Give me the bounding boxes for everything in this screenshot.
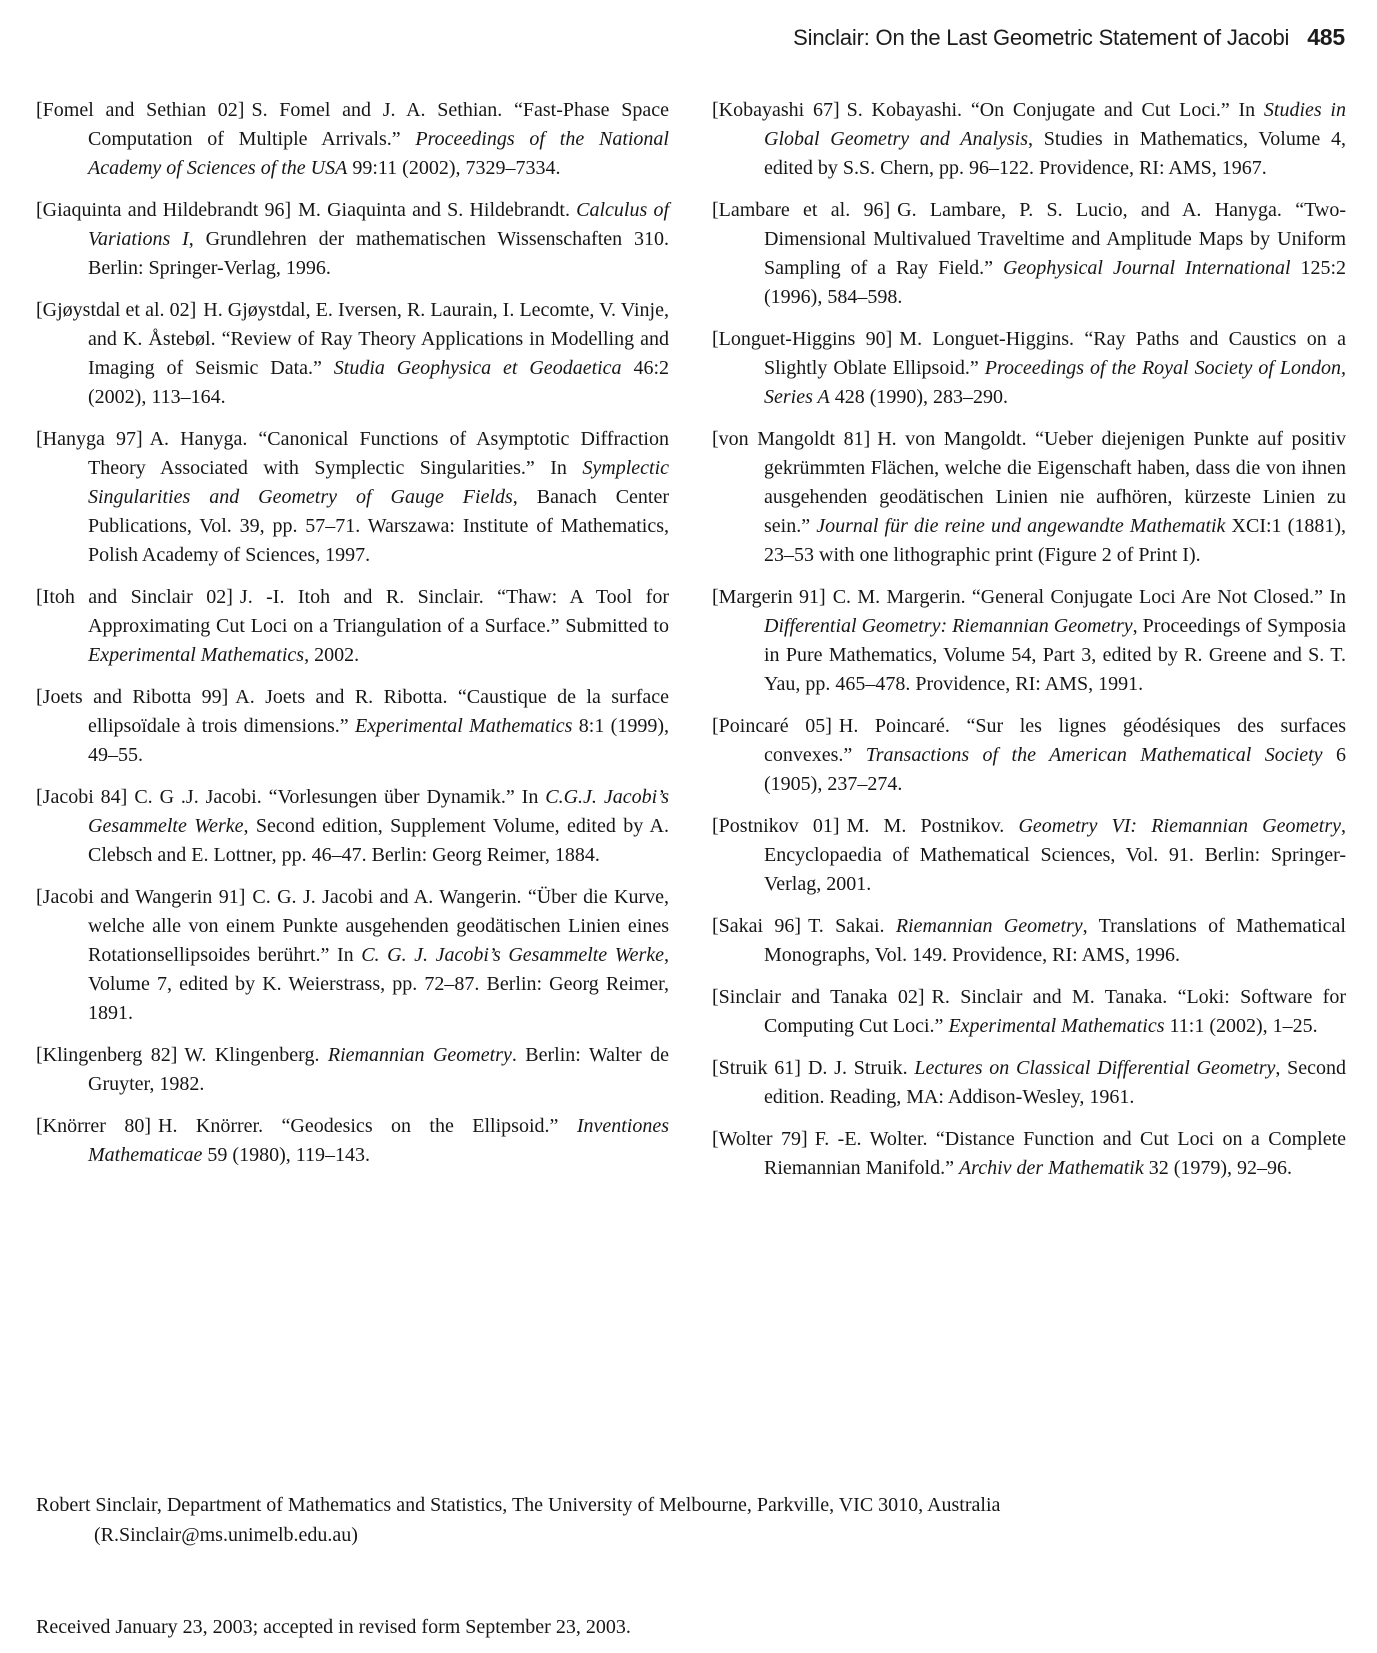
reference-entry: [712, 912, 1346, 970]
reference-italic-text: Proceedings of the National Academy of Sciences of the USA: [88, 128, 669, 179]
reference-entry: [712, 425, 1346, 570]
author-affiliation: [36, 1490, 1345, 1550]
reference-italic-text: Experimental Mathematics: [948, 1015, 1165, 1037]
reference-entry: [36, 296, 669, 412]
reference-text: , Second edition. Reading, MA: Addison-Wesley, 1961.: [764, 1057, 1347, 1108]
citation-label: [Sakai 96]: [712, 915, 802, 937]
reference-entry: [36, 196, 669, 283]
affiliation-text: Robert Sinclair, Department of Mathematics and Statistics, The University of Melbourne, Parkville, VIC 3010, Australia: [36, 1494, 1001, 1516]
citation-label: [Margerin 91]: [712, 586, 826, 608]
reference-italic-text: Archiv der Mathematik: [958, 1157, 1144, 1179]
reference-entry: [36, 783, 669, 870]
citation-label: [Postnikov 01]: [712, 815, 840, 837]
reference-text: 8:1 (1999), 49–55.: [88, 715, 669, 766]
reference-text: 11:1 (2002), 1–25.: [1164, 1015, 1318, 1037]
running-head: Sinclair: On the Last Geometric Statement of Jacobi: [793, 25, 1290, 50]
bibliography-column-right: [712, 96, 1346, 1196]
reference-text: G. Lambare, P. S. Lucio, and A. Hanyga. “Two-Dimensional Multivalued Traveltime and Amplitude Maps by Uniform Sampling of a Ray Field.”: [764, 199, 1346, 279]
reference-entry: [712, 812, 1346, 899]
reference-entry: [36, 1041, 669, 1099]
reference-entry: [712, 1054, 1346, 1112]
reference-italic-text: Geometry VI: Riemannian Geometry: [1018, 815, 1342, 837]
reference-italic-text: Calculus of Variations I: [88, 199, 669, 250]
reference-italic-text: Transactions of the American Mathematical Society: [865, 744, 1323, 766]
reference-text: F. -E. Wolter. “Distance Function and Cut Loci on a Complete Riemannian Manifold.”: [764, 1128, 1347, 1179]
reference-entry: [36, 583, 669, 670]
reference-italic-text: Geophysical Journal International: [1002, 257, 1291, 279]
citation-label: [Struik 61]: [712, 1057, 801, 1079]
reference-text: 125:2 (1996), 584–598.: [764, 257, 1346, 308]
citation-label: [Joets and Ribotta 99]: [36, 686, 229, 708]
reference-text: H. Gjøystdal, E. Iversen, R. Laurain, I. Lecomte, V. Vinje, and K. Åstebøl. “Review of Ray Theory Applications in Modelling and Imaging of Seismic Data.”: [88, 299, 669, 379]
reference-text: , Studies in Mathematics, Volume 4, edited by S.S. Chern, pp. 96–122. Providence, RI: AMS, 1967.: [764, 128, 1346, 179]
citation-label: [Wolter 79]: [712, 1128, 808, 1150]
reference-italic-text: C. G. J. Jacobi’s Gesammelte Werke: [361, 944, 664, 966]
reference-text: 46:2 (2002), 113–164.: [88, 357, 669, 408]
citation-label: [Hanyga 97]: [36, 428, 143, 450]
citation-label: [Sinclair and Tanaka 02]: [712, 986, 925, 1008]
reference-entry: [712, 583, 1346, 699]
reference-entry: [712, 1125, 1346, 1183]
reference-text: D. J. Struik.: [807, 1057, 915, 1079]
reference-text: A. Hanyga. “Canonical Functions of Asymptotic Diffraction Theory Associated with Symplectic Singularities.” In: [88, 428, 669, 479]
reference-italic-text: Proceedings of the Royal Society of London, Series A: [764, 357, 1347, 408]
reference-text: H. von Mangoldt. “Ueber diejenigen Punkte auf positiv gekrümmten Flächen, welche die Eigenschaft haben, dass die von ihnen ausgehenden geodätischen Linien nie aufhören, kürzeste Linien zu sein.”: [764, 428, 1346, 537]
reference-italic-text: Inventiones Mathematicae: [88, 1115, 669, 1166]
reference-italic-text: Studia Geophysica et Geodaetica: [333, 357, 622, 379]
reference-text: , Proceedings of Symposia in Pure Mathematics, Volume 54, Part 3, edited by R. Greene and S. T. Yau, pp. 465–478. Providence, RI: AMS, 1991.: [764, 615, 1347, 695]
citation-label: [Knörrer 80]: [36, 1115, 152, 1137]
reference-text: M. M. Postnikov.: [846, 815, 1019, 837]
reference-italic-text: Studies in Global Geometry and Analysis: [764, 99, 1346, 150]
author-email: (R.Sinclair@ms.unimelb.edu.au): [94, 1524, 358, 1546]
reference-italic-text: Symplectic Singularities and Geometry of Gauge Fields: [88, 457, 669, 508]
reference-text: , 2002.: [304, 644, 360, 666]
citation-label: [Klingenberg 82]: [36, 1044, 178, 1066]
reference-entry: [712, 712, 1346, 799]
reference-italic-text: C.G.J. Jacobi’s Gesammelte Werke: [88, 786, 669, 837]
citation-label: [Poincaré 05]: [712, 715, 832, 737]
reference-italic-text: Riemannian Geometry: [327, 1044, 512, 1066]
reference-text: W. Klingenberg.: [184, 1044, 328, 1066]
reference-text: 428 (1990), 283–290.: [829, 386, 1009, 408]
reference-text: S. Fomel and J. A. Sethian. “Fast-Phase Space Computation of Multiple Arrivals.”: [88, 99, 669, 150]
reference-entry: [712, 983, 1346, 1041]
reference-entry: [36, 683, 669, 770]
citation-label: [Gjøystdal et al. 02]: [36, 299, 197, 321]
reference-entry: [36, 96, 669, 183]
reference-italic-text: Differential Geometry: Riemannian Geometry: [764, 615, 1133, 637]
reference-text: R. Sinclair and M. Tanaka. “Loki: Software for Computing Cut Loci.”: [764, 986, 1346, 1037]
reference-text: C. G. J. Jacobi and A. Wangerin. “Über die Kurve, welche alle von einem Punkte ausgehenden geodätischen Linien eines Rotationsellipsoides berührt.” In: [88, 886, 669, 966]
reference-text: 6 (1905), 237–274.: [764, 744, 1347, 795]
reference-text: M. Giaquinta and S. Hildebrandt.: [298, 199, 577, 221]
reference-text: , Volume 7, edited by K. Weierstrass, pp. 72–87. Berlin: Georg Reimer, 1891.: [88, 944, 669, 1024]
reference-italic-text: Lectures on Classical Differential Geometry: [914, 1057, 1276, 1079]
reference-entry: [36, 425, 669, 570]
reference-italic-text: Experimental Mathematics: [355, 715, 573, 737]
reference-text: 99:11 (2002), 7329–7334.: [347, 157, 561, 179]
reference-text: S. Kobayashi. “On Conjugate and Cut Loci.” In: [846, 99, 1264, 121]
reference-text: A. Joets and R. Ribotta. “Caustique de la surface ellipsoïdale à trois dimensions.”: [88, 686, 669, 737]
citation-label: [Longuet-Higgins 90]: [712, 328, 893, 350]
reference-text: 32 (1979), 92–96.: [1143, 1157, 1293, 1179]
reference-entry: [36, 1112, 669, 1170]
reference-text: C. M. Margerin. “General Conjugate Loci Are Not Closed.” In: [832, 586, 1346, 608]
citation-label: [Fomel and Sethian 02]: [36, 99, 245, 121]
citation-label: [von Mangoldt 81]: [712, 428, 871, 450]
reference-text: , Grundlehren der mathematischen Wissenschaften 310. Berlin: Springer-Verlag, 1996.: [88, 228, 669, 279]
page-header: [793, 24, 1345, 51]
reference-text: , Encyclopaedia of Mathematical Sciences, Vol. 91. Berlin: Springer-Verlag, 2001.: [764, 815, 1347, 895]
reference-text: , Second edition, Supplement Volume, edited by A. Clebsch and E. Lottner, pp. 46–47. Berlin: Georg Reimer, 1884.: [88, 815, 669, 866]
reference-entry: [712, 325, 1346, 412]
citation-label: [Kobayashi 67]: [712, 99, 840, 121]
reference-text: J. -I. Itoh and R. Sinclair. “Thaw: A Tool for Approximating Cut Loci on a Triangulation of a Surface.” Submitted to: [88, 586, 669, 637]
reference-text: 59 (1980), 119–143.: [202, 1144, 370, 1166]
reference-italic-text: Riemannian Geometry: [895, 915, 1083, 937]
bibliography-column-left: [36, 96, 669, 1183]
citation-label: [Giaquinta and Hildebrandt 96]: [36, 199, 292, 221]
reference-entry: [712, 96, 1346, 183]
reference-text: H. Poincaré. “Sur les lignes géodésiques des surfaces convexes.”: [764, 715, 1347, 766]
received-note: Received January 23, 2003; accepted in revised form September 23, 2003.: [36, 1616, 631, 1638]
reference-text: . Berlin: Walter de Gruyter, 1982.: [88, 1044, 670, 1095]
citation-label: [Jacobi and Wangerin 91]: [36, 886, 246, 908]
reference-italic-text: Experimental Mathematics: [88, 644, 305, 666]
page-number: 485: [1307, 24, 1345, 50]
citation-label: [Itoh and Sinclair 02]: [36, 586, 233, 608]
reference-text: , Banach Center Publications, Vol. 39, pp. 57–71. Warszawa: Institute of Mathematics, Polish Academy of Sciences, 1997.: [88, 486, 670, 566]
citation-label: [Jacobi 84]: [36, 786, 128, 808]
reference-text: T. Sakai.: [808, 915, 896, 937]
reference-entry: [36, 883, 669, 1028]
reference-text: XCI:1 (1881), 23–53 with one lithographic print (Figure 2 of Print I).: [764, 515, 1346, 566]
reference-italic-text: Journal für die reine und angewandte Mathematik: [816, 515, 1226, 537]
reference-entry: [712, 196, 1346, 312]
reference-text: M. Longuet-Higgins. “Ray Paths and Caustics on a Slightly Oblate Ellipsoid.”: [764, 328, 1346, 379]
reference-text: , Translations of Mathematical Monographs, Vol. 149. Providence, RI: AMS, 1996.: [764, 915, 1346, 966]
reference-text: C. G .J. Jacobi. “Vorlesungen über Dynamik.” In: [134, 786, 546, 808]
reference-text: H. Knörrer. “Geodesics on the Ellipsoid.”: [158, 1115, 577, 1137]
citation-label: [Lambare et al. 96]: [712, 199, 891, 221]
